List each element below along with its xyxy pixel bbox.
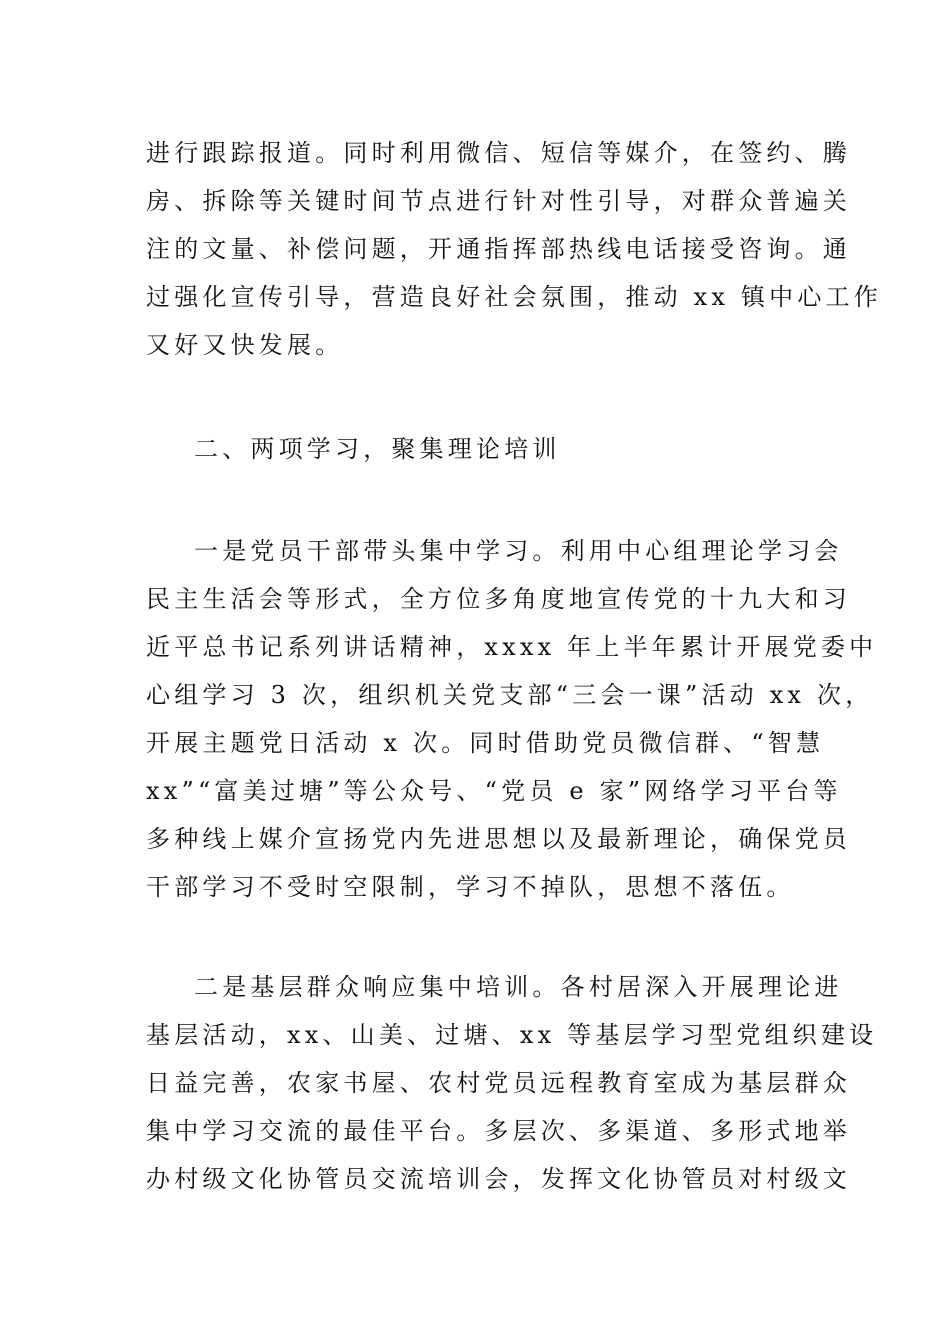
text-line: 心组学习 3 次，组织机关党支部“三会一课”活动 xx 次，	[146, 681, 874, 709]
section-heading: 二、两项学习，聚集理论培训	[194, 435, 561, 463]
text-line: 基层活动，xx、山美、过塘、xx 等基层学习型党组织建设	[146, 1021, 878, 1049]
text-line: 进行跟踪报道。同时利用微信、短信等媒介，在签约、腾	[146, 139, 851, 167]
text-line: 集中学习交流的最佳平台。多层次、多渠道、多形式地举	[146, 1117, 851, 1145]
text-line: 办村级文化协管员交流培训会，发挥文化协管员对村级文	[146, 1165, 851, 1193]
text-line: 二是基层群众响应集中培训。各村居深入开展理论进	[194, 973, 843, 1001]
text-line: 干部学习不受时空限制，学习不掉队，思想不落伍。	[146, 873, 795, 901]
text-line: 多种线上媒介宣扬党内先进思想以及最新理论，确保党员	[146, 825, 851, 853]
text-line: 又好又快发展。	[146, 331, 344, 359]
text-line: 过强化宣传引导，营造良好社会氛围，推动 xx 镇中心工作	[146, 283, 882, 311]
text-line: 民主生活会等形式，全方位多角度地宣传党的十九大和习	[146, 585, 851, 613]
text-line: 房、拆除等关键时间节点进行针对性引导，对群众普遍关	[146, 187, 851, 215]
text-line: 日益完善，农家书屋、农村党员远程教育室成为基层群众	[146, 1069, 851, 1097]
text-line: 近平总书记系列讲话精神，xxxx 年上半年累计开展党委中	[146, 633, 878, 661]
text-line: 一是党员干部带头集中学习。利用中心组理论学习会	[194, 537, 843, 565]
text-line: 开展主题党日活动 x 次。同时借助党员微信群、“智慧	[146, 729, 825, 757]
text-line: 注的文量、补偿问题，开通指挥部热线电话接受咨询。通	[146, 235, 851, 263]
text-line: xx”“富美过塘”等公众号、“党员 e 家”网络学习平台等	[146, 777, 842, 805]
